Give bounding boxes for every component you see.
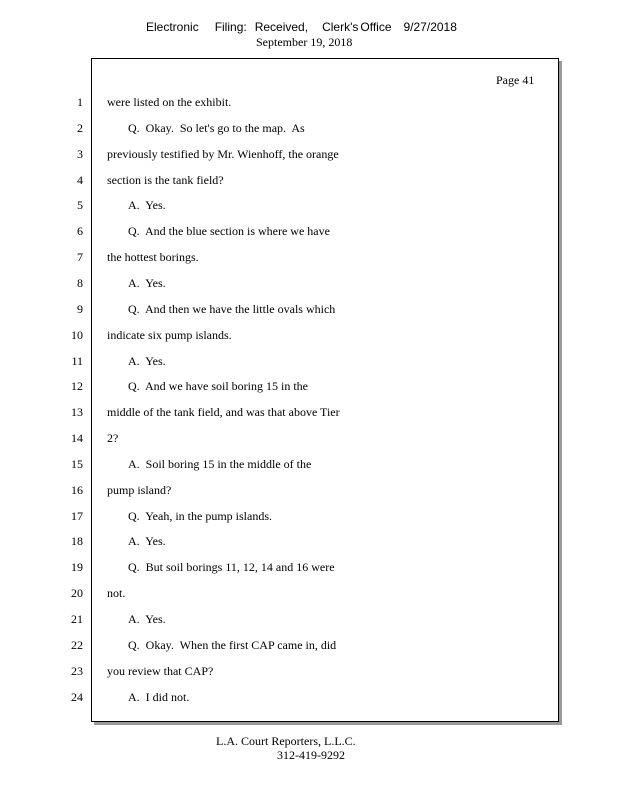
transcript-line: Q. Okay. So let's go to the map. As — [128, 121, 305, 135]
stamp-word: Electronic — [146, 20, 199, 34]
line-number: 10 — [71, 328, 83, 342]
line-number: 13 — [71, 405, 83, 419]
transcript-line: 2? — [107, 431, 119, 445]
page-number: Page 41 — [496, 73, 535, 87]
transcript-line: Q. And we have soil boring 15 in the — [128, 379, 308, 393]
line-number: 16 — [71, 483, 83, 497]
footer-phone: 312-419-9292 — [277, 748, 345, 762]
transcript-line: the hottest borings. — [107, 250, 199, 264]
line-number: 2 — [77, 121, 83, 135]
line-number: 3 — [77, 147, 83, 161]
line-number: 1 — [77, 95, 83, 109]
stamp-date: September 19, 2018 — [256, 35, 353, 49]
transcript-line: Q. And then we have the little ovals which — [128, 302, 336, 316]
stamp-word: 9/27/2018 — [403, 20, 457, 34]
transcript-line: A. Yes. — [128, 612, 166, 626]
line-number: 17 — [71, 509, 83, 523]
line-number: 14 — [71, 431, 83, 445]
transcript-line: section is the tank field? — [107, 173, 224, 187]
line-number: 21 — [71, 612, 83, 626]
transcript-line: previously testified by Mr. Wienhoff, the orange — [107, 147, 339, 161]
stamp-word: Filing: — [214, 20, 247, 34]
line-number: 20 — [71, 586, 83, 600]
transcript-line: pump island? — [107, 483, 172, 497]
line-number: 9 — [77, 302, 83, 316]
line-number: 15 — [71, 457, 83, 471]
transcript-line: A. Yes. — [128, 198, 166, 212]
transcript-line: Q. But soil borings 11, 12, 14 and 16 were — [128, 560, 335, 574]
stamp-word: Office — [360, 20, 392, 34]
transcript-line: A. Yes. — [128, 276, 166, 290]
transcript-line: Q. Yeah, in the pump islands. — [128, 509, 272, 523]
transcript-line: A. Yes. — [128, 354, 166, 368]
transcript-line: A. I did not. — [128, 690, 190, 704]
line-number: 8 — [77, 276, 83, 290]
line-number: 4 — [77, 173, 83, 187]
line-number: 22 — [71, 638, 83, 652]
line-number: 5 — [77, 198, 83, 212]
line-number: 6 — [77, 224, 83, 238]
stamp-word: Clerk's — [322, 20, 359, 34]
transcript-line: A. Soil boring 15 in the middle of the — [128, 457, 312, 471]
line-number: 23 — [71, 664, 83, 678]
transcript-line: Q. And the blue section is where we have — [128, 224, 330, 238]
transcript-line: A. Yes. — [128, 534, 166, 548]
footer-company: L.A. Court Reporters, L.L.C. — [216, 734, 356, 748]
line-number: 19 — [71, 560, 83, 574]
line-number: 12 — [71, 379, 83, 393]
transcript-line: Q. Okay. When the first CAP came in, did — [128, 638, 337, 652]
transcript-line: middle of the tank field, and was that above Tier — [107, 405, 340, 419]
filing-stamp — [146, 20, 457, 34]
transcript-line: not. — [107, 586, 126, 600]
transcript-line: you review that CAP? — [107, 664, 214, 678]
line-number: 7 — [77, 250, 83, 264]
line-number: 18 — [71, 534, 83, 548]
transcript-line: indicate six pump islands. — [107, 328, 232, 342]
stamp-word: Received, — [254, 20, 309, 34]
line-number: 11 — [71, 354, 83, 368]
line-number: 24 — [71, 690, 83, 704]
transcript-line: were listed on the exhibit. — [107, 95, 232, 109]
